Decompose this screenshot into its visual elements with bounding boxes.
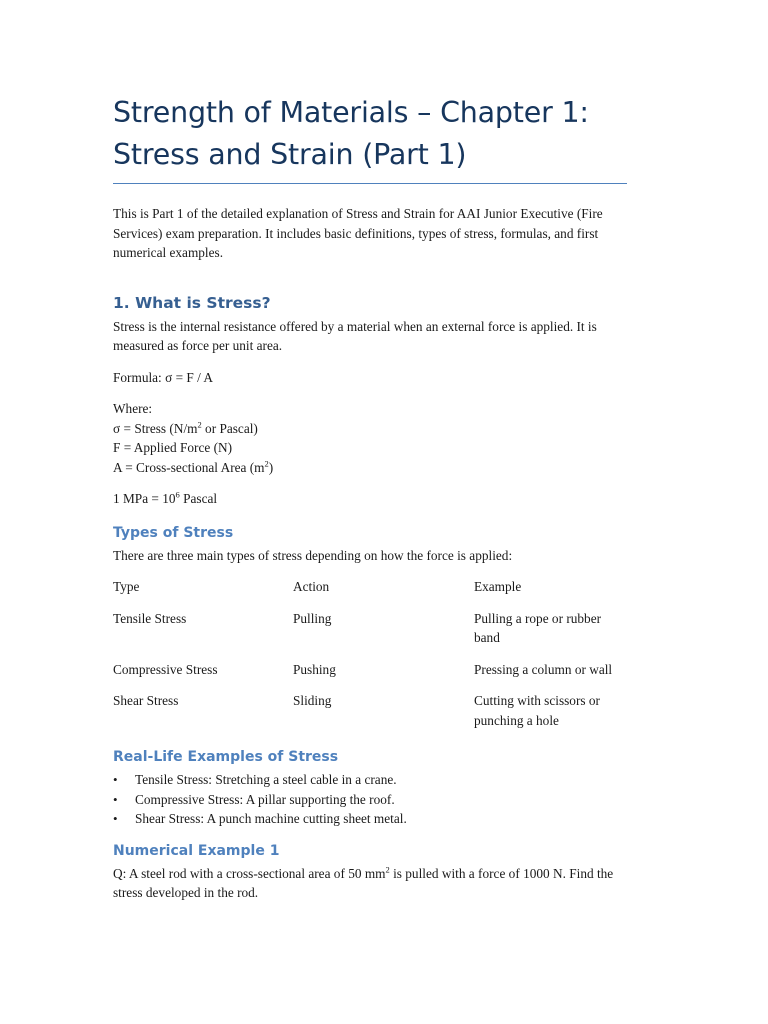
table-header-cell: Type xyxy=(113,579,140,594)
numerical-question: Q: A steel rod with a cross-sectional area of 50 $mm^2$ is pulled with a force of 1000 N. Find the stress developed in the rod. xyxy=(113,864,614,900)
table-cell: Sliding xyxy=(293,693,332,708)
bullet-icon: • xyxy=(113,791,118,807)
mpa-conversion: 1 MPa = $10^6$ Pascal xyxy=(113,489,218,506)
table-cell: Cutting with scissors or punching a hole xyxy=(474,693,600,728)
table-cell: Compressive Stress xyxy=(113,661,218,677)
section-heading-numerical-example: Numerical Example 1 xyxy=(113,842,280,859)
document-page xyxy=(113,92,628,903)
stress-definition: Stress is the internal resistance offered by a material when an external force is applied. It is measured as force per unit area. xyxy=(113,318,597,353)
legend-area: A = Cross-sectional Area $(m^2)$ xyxy=(113,458,274,475)
table-cell: Pushing xyxy=(293,661,336,677)
section-heading-types-of-stress: Types of Stress xyxy=(113,524,234,541)
list-item: • Tensile Stress: Stretching a steel cable in a crane. xyxy=(113,770,628,790)
bullet-icon: • xyxy=(113,811,118,826)
stress-types-table xyxy=(113,577,628,730)
table-row xyxy=(113,660,628,680)
table-header-cell: Example xyxy=(474,579,522,594)
intro-paragraph: This is Part 1 of the detailed explanation of Stress and Strain for AAI Junior Executive (Fire Services) exam preparation. It includes basic definitions, types of stress, formulas, and first numerical examples. xyxy=(113,206,603,260)
table-row xyxy=(113,691,628,730)
section-heading-real-life-examples: Real-Life Examples of Stress xyxy=(113,749,339,765)
formula-legend xyxy=(113,399,628,477)
bullet-icon: • xyxy=(113,772,118,787)
table-row xyxy=(113,609,628,648)
types-intro: There are three main types of stress depending on how the force is applied: xyxy=(113,547,513,563)
table-cell: Tensile Stress xyxy=(113,610,187,626)
table-cell: Pulling a rope or rubber band xyxy=(474,610,602,645)
list-item: • Compressive Stress: A pillar supporting the roof. xyxy=(113,790,628,810)
title-line-2: Stress and Strain (Part 1) xyxy=(113,138,467,171)
list-item: • Shear Stress: A punch machine cutting sheet metal. xyxy=(113,809,628,829)
table-header-row xyxy=(113,577,628,597)
legend-sigma: σ = Stress ($N/m^2$ or Pascal) xyxy=(113,419,258,436)
table-cell: Shear Stress xyxy=(113,693,179,708)
real-life-examples-list xyxy=(113,770,628,829)
title-line-1: Strength of Materials – Chapter 1: xyxy=(113,96,589,129)
section-heading-what-is-stress: 1. What is Stress? xyxy=(113,293,271,312)
stress-formula: Formula: σ = F / A xyxy=(113,369,213,385)
where-label: Where: xyxy=(113,401,153,416)
legend-force: F = Applied Force (N) xyxy=(113,440,233,455)
table-cell: Pulling xyxy=(293,610,332,626)
table-header-cell: Action xyxy=(293,579,330,594)
table-cell: Pressing a column or wall xyxy=(474,661,613,677)
title-underline-rule xyxy=(113,183,627,184)
document-title xyxy=(113,92,628,176)
